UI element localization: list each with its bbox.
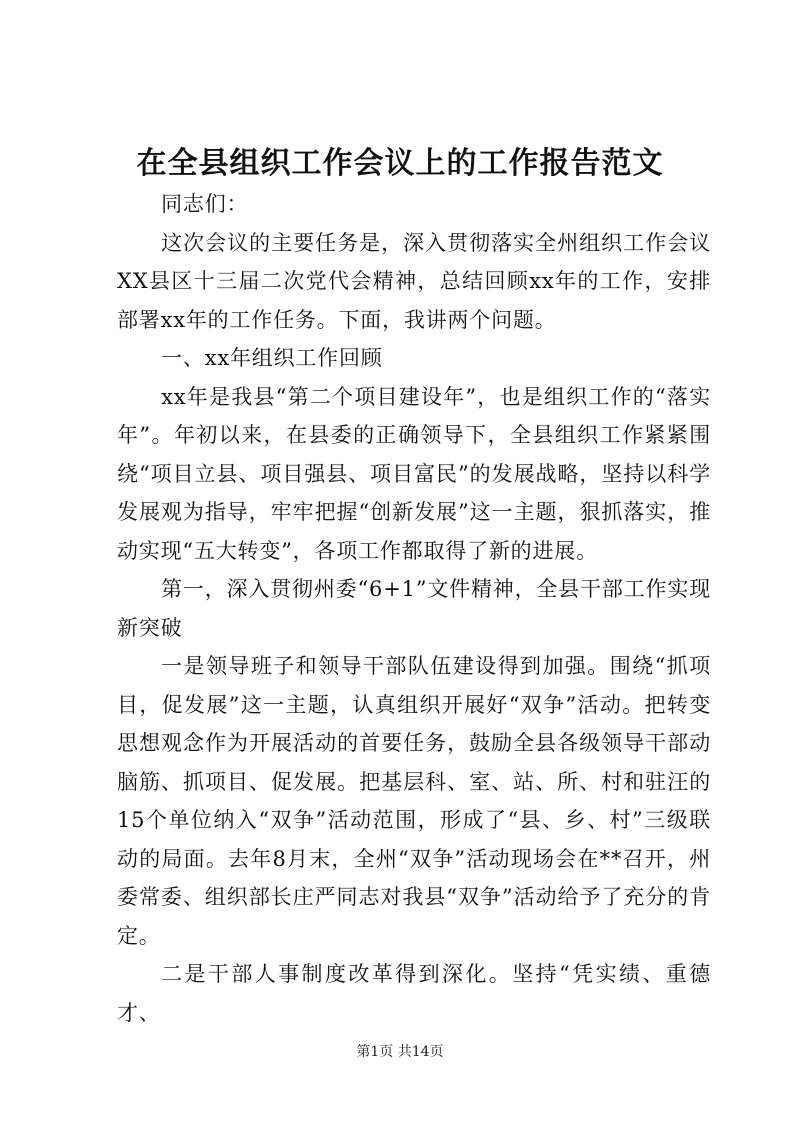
salutation-paragraph: 同志们： xyxy=(161,192,249,216)
subsection-heading-paragraph: 第一，深入贯彻州委“6+1”文件精神，全县干部工作实现新突破 xyxy=(117,577,711,640)
document-title: 在全县组织工作会议上的工作报告范文 xyxy=(136,146,664,181)
page-footer: 第1页 共14页 xyxy=(356,1044,444,1060)
reform-paragraph: 二是干部人事制度改革得到深化。坚持“凭实绩、重德才、 xyxy=(117,962,711,1025)
section-heading-paragraph: 一、xx年组织工作回顾 xyxy=(161,346,383,370)
document-body xyxy=(117,185,711,1032)
leadership-paragraph: 一是领导班子和领导干部队伍建设得到加强。围绕“抓项目，促发展”这一主题，认真组织开展好“双争”活动。把转变思想观念作为开展活动的首要任务，鼓励全县各级领导干部动脑筋、抓项目、促发展。把基层科、室、站、所、村和驻汪的15个单位纳入“双争”活动范围，形成了“县、乡、村”三级联动的局面。去年8月末，全州“双争”活动现场会在**召开，州委常委、组织部长庄严同志对我县“双争”活动给予了充分的肯定。 xyxy=(117,654,711,948)
review-paragraph: xx年是我县“第二个项目建设年”，也是组织工作的“落实年”。年初以来，在县委的正确领导下，全县组织工作紧紧围绕“项目立县、项目强县、项目富民”的发展战略，坚持以科学发展观为指导，牢牢把握“创新发展”这一主题，狠抓落实，推动实现“五大转变”，各项工作都取得了新的进展。 xyxy=(117,384,711,563)
intro-paragraph: 这次会议的主要任务是，深入贯彻落实全州组织工作会议XX县区十三届二次党代会精神，总结回顾xx年的工作，安排部署xx年的工作任务。下面，我讲两个问题。 xyxy=(117,230,711,332)
